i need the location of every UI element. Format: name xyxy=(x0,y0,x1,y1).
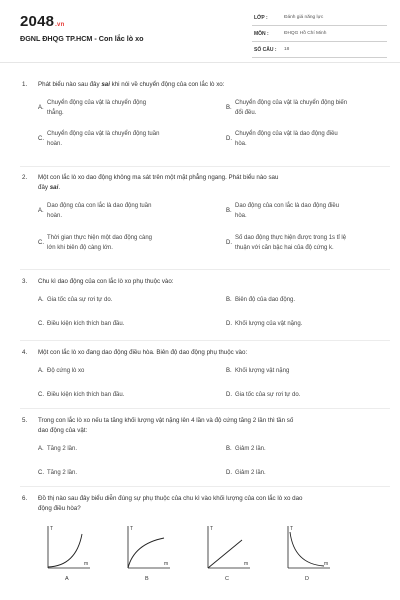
stem-text: khi nói về chuyển động của con lắc lò xo: xyxy=(109,81,225,88)
option-text: Độ cứng lò xo xyxy=(47,368,85,374)
option-a[interactable] xyxy=(38,202,218,222)
graph-options xyxy=(40,522,370,592)
option-a[interactable] xyxy=(38,99,218,119)
option-text: đổi đều. xyxy=(235,109,257,116)
question-3 xyxy=(20,277,390,334)
stem-text: dao động của vật: xyxy=(38,427,88,434)
option-text: Gia tốc của sự rơi tự do. xyxy=(47,297,113,303)
option-text: Điều kiện kích thích ban đầu. xyxy=(47,321,125,327)
option-text: hoàn. xyxy=(47,212,63,219)
option-text: Dao động của con lắc là dao động tuần xyxy=(47,203,152,209)
option-text: lớn khi biên độ càng lớn. xyxy=(47,244,113,251)
meta-key: MÔN : xyxy=(254,31,269,37)
option-text: hoàn. xyxy=(47,140,63,147)
question-divider xyxy=(20,166,390,167)
meta-key: SỐ CÂU : xyxy=(254,47,277,53)
option-c[interactable] xyxy=(38,391,218,401)
option-d[interactable] xyxy=(226,320,396,330)
x-label: m xyxy=(84,561,89,567)
question-stem xyxy=(20,494,390,514)
option-text: Chuyển động của vật là dao động điều xyxy=(235,131,338,137)
y-label: T xyxy=(210,526,214,532)
option-c[interactable] xyxy=(38,234,218,254)
option-letter: C. xyxy=(38,470,44,476)
graph-c-plot xyxy=(200,522,255,577)
header-divider xyxy=(0,62,400,63)
curve xyxy=(290,532,324,566)
option-letter: C. xyxy=(38,321,44,327)
question-6 xyxy=(20,494,390,514)
option-text: Khối lượng vật nặng xyxy=(235,368,290,374)
option-c[interactable] xyxy=(38,130,218,150)
stem-text: Một con lắc lò xo dao động không ma sát trên một mặt phẳng ngang. Phát biểu nào sau xyxy=(38,174,279,181)
meta-row-count xyxy=(252,42,387,58)
question-number: 3. xyxy=(22,278,28,285)
option-text: Giảm 2 lần. xyxy=(235,470,266,476)
option-letter: D. xyxy=(226,136,232,142)
option-text: Chuyển động của vật là chuyển động biến xyxy=(235,100,348,106)
stem-emphasis: sai xyxy=(49,184,59,191)
question-stem xyxy=(20,173,390,193)
option-letter: B. xyxy=(226,446,232,452)
option-letter: B. xyxy=(226,105,232,111)
question-4 xyxy=(20,348,390,405)
option-letter: A. xyxy=(38,105,44,111)
curve xyxy=(48,534,82,567)
curve xyxy=(128,538,164,568)
stem-text: Chu kì dao động của con lắc lò xo phụ thuộc vào: xyxy=(38,278,174,285)
x-label: m xyxy=(324,561,329,567)
option-text: Dao động của con lắc là dao động điều xyxy=(235,203,340,209)
question-number: 4. xyxy=(22,349,28,356)
question-1 xyxy=(20,80,390,151)
meta-value: 18 xyxy=(284,47,290,52)
option-letter: B. xyxy=(226,368,232,374)
option-c[interactable] xyxy=(38,320,218,330)
option-letter: C. xyxy=(38,392,44,398)
option-a[interactable] xyxy=(38,296,218,306)
stem-text: Trong con lắc lò xo nếu ta tăng khối lượng vật nặng lên 4 lần và độ cứng tăng 2 lần thì tần số xyxy=(38,417,294,424)
logo-suffix: .vn xyxy=(55,22,65,28)
y-label: T xyxy=(290,526,294,532)
graph-d-plot xyxy=(280,522,335,577)
option-letter: A. xyxy=(38,208,44,214)
option-letter: D. xyxy=(226,392,232,398)
graph-c[interactable] xyxy=(200,522,255,582)
option-letter: D. xyxy=(226,240,232,246)
meta-key: LỚP : xyxy=(254,15,268,21)
question-number: 5. xyxy=(22,417,28,424)
option-text: Giảm 2 lần. xyxy=(235,446,266,452)
option-text: Biên độ của dao động. xyxy=(235,297,296,303)
graph-caption: C xyxy=(225,576,229,582)
option-letter: A. xyxy=(38,297,44,303)
option-text: Điều kiện kích thích ban đầu. xyxy=(47,392,125,398)
graph-caption: D xyxy=(305,576,309,582)
meta-value: Đánh giá năng lực xyxy=(284,15,324,20)
question-divider xyxy=(20,340,390,341)
option-letter: B. xyxy=(226,297,232,303)
option-c[interactable] xyxy=(38,469,218,479)
option-letter: D. xyxy=(226,321,232,327)
option-a[interactable] xyxy=(38,367,218,377)
stem-text: đây xyxy=(38,184,50,191)
question-number: 6. xyxy=(22,495,28,502)
option-d[interactable] xyxy=(226,234,396,254)
meta-row-subject xyxy=(252,26,387,42)
option-letter: C. xyxy=(38,240,44,246)
meta-row-class xyxy=(252,10,387,26)
stem-text: Một con lắc lò xo đang dao động điều hòa. Biên độ dao động phụ thuộc vào: xyxy=(38,349,248,356)
option-b[interactable] xyxy=(226,202,396,222)
graph-a[interactable] xyxy=(40,522,95,582)
option-b[interactable] xyxy=(226,296,396,306)
option-list xyxy=(38,361,390,405)
graph-caption: A xyxy=(65,576,69,582)
option-text: hòa. xyxy=(235,140,247,147)
graph-b-plot xyxy=(120,522,175,577)
graph-caption: B xyxy=(145,576,149,582)
question-stem xyxy=(20,277,390,287)
stem-text: Đồ thị nào sau đây biểu diễn đúng sự phụ thuộc của chu kì vào khối lượng của con lắc lò xo dao xyxy=(38,495,303,502)
brand-logo[interactable] xyxy=(20,13,64,30)
option-text: Gia tốc của sự rơi tự do. xyxy=(235,392,301,398)
stem-text: động điều hòa? xyxy=(38,505,81,512)
option-d[interactable] xyxy=(226,391,396,401)
option-list xyxy=(38,439,390,483)
option-text: Thời gian thực hiện một dao động càng xyxy=(47,235,153,241)
option-a[interactable] xyxy=(38,445,218,455)
option-list xyxy=(38,93,390,151)
option-b[interactable] xyxy=(226,99,396,119)
y-label: T xyxy=(50,526,54,532)
question-divider xyxy=(20,408,390,409)
option-d[interactable] xyxy=(226,469,396,479)
option-letter: A. xyxy=(38,446,44,452)
option-d[interactable] xyxy=(226,130,396,150)
question-divider xyxy=(20,269,390,270)
question-number: 2. xyxy=(22,174,28,181)
option-text: thuận với căn bậc hai của độ cứng k. xyxy=(235,244,334,251)
option-text: thẳng. xyxy=(47,109,64,116)
option-letter: C. xyxy=(38,136,44,142)
graph-a-plot xyxy=(40,522,95,577)
option-text: Tăng 2 lần. xyxy=(47,470,78,476)
option-letter: B. xyxy=(226,208,232,214)
curve xyxy=(208,540,242,568)
question-stem xyxy=(20,80,390,90)
option-list xyxy=(38,290,390,334)
graph-d[interactable] xyxy=(280,522,335,582)
question-2 xyxy=(20,173,390,258)
question-stem xyxy=(20,416,390,436)
option-b[interactable] xyxy=(226,367,396,377)
logo-main: 2048 xyxy=(20,13,55,30)
question-5 xyxy=(20,416,390,483)
stem-emphasis: sai xyxy=(101,81,110,88)
option-text: Tăng 2 lần. xyxy=(47,446,78,452)
document-title: ĐGNL ĐHQG TP.HCM - Con lắc lò xo xyxy=(20,34,144,43)
option-b[interactable] xyxy=(226,445,396,455)
option-text: hòa. xyxy=(235,212,247,219)
question-stem xyxy=(20,348,390,358)
question-divider xyxy=(20,486,390,487)
question-number: 1. xyxy=(22,81,28,88)
x-label: m xyxy=(244,561,249,567)
x-label: m xyxy=(164,561,169,567)
option-list xyxy=(38,196,390,258)
exam-header xyxy=(0,0,400,60)
stem-text: . xyxy=(58,184,61,191)
meta-table xyxy=(252,10,387,58)
option-text: Chuyển động của vật là chuyển động xyxy=(47,100,147,106)
option-letter: A. xyxy=(38,368,44,374)
option-text: Số dao động thực hiện được trong 1s tỉ lệ xyxy=(235,235,347,241)
graph-b[interactable] xyxy=(120,522,175,582)
option-letter: D. xyxy=(226,470,232,476)
option-text: Chuyển động của vật là chuyển động tuần xyxy=(47,131,160,137)
meta-value: ĐHQG Hồ Chí Minh xyxy=(284,31,327,36)
y-label: T xyxy=(130,526,134,532)
stem-text: Phát biểu nào sau đây xyxy=(38,81,102,88)
option-text: Khối lượng của vật nặng. xyxy=(235,321,303,327)
